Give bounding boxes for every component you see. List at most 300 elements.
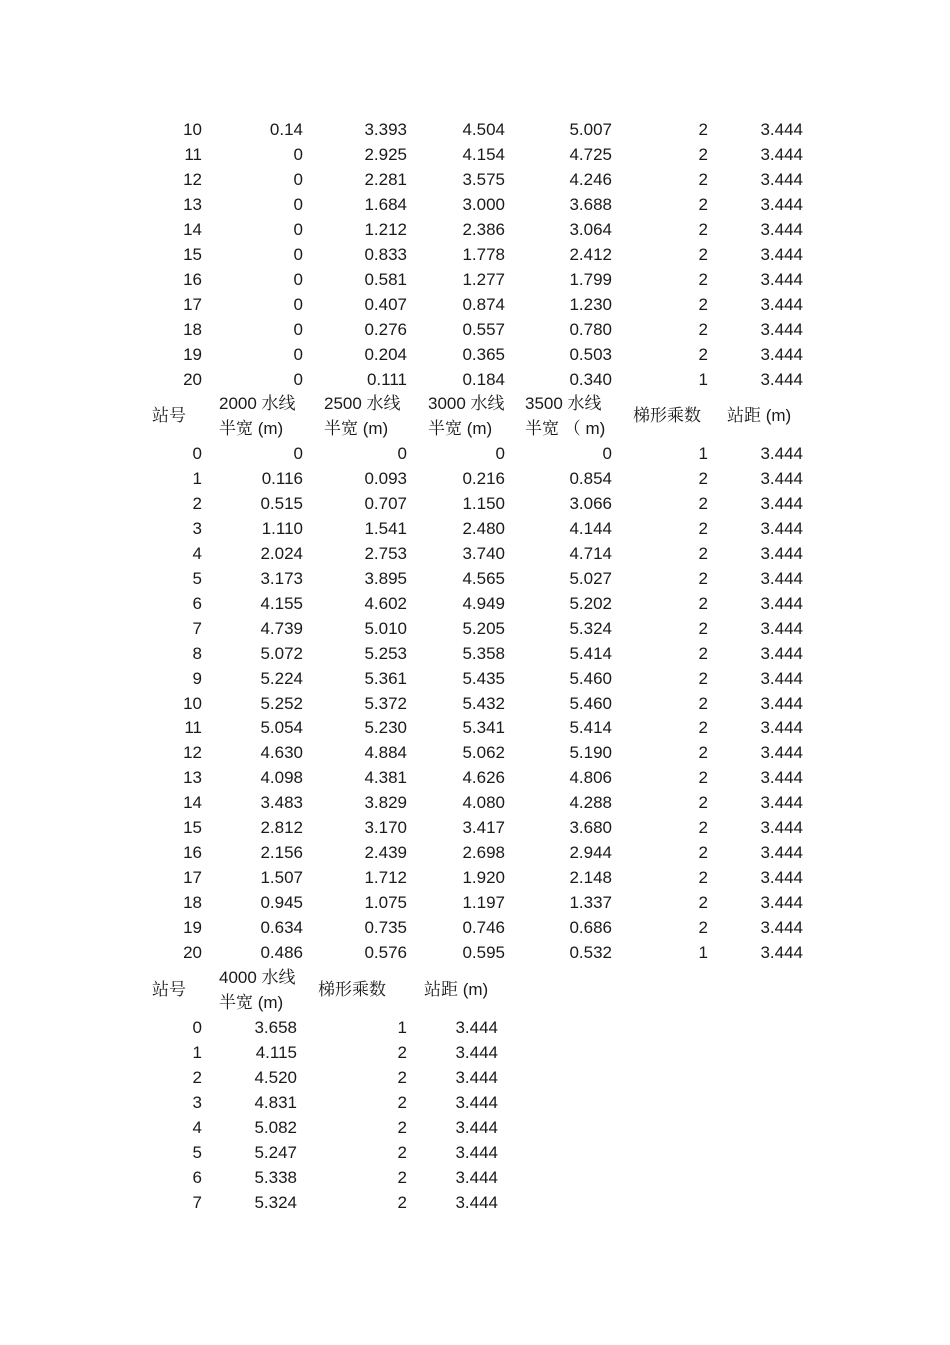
cell-wl2500: 0.833 [364,244,407,264]
table-row [0,1115,950,1140]
cell-wl2500: 0.276 [364,319,407,339]
header-wl3000 [428,391,505,441]
cell-wl3000: 5.435 [462,668,505,688]
cell-station: 0 [192,1018,202,1037]
cell-spacing: 3.444 [760,344,803,364]
table-b-header [0,391,950,441]
cell-station: 13 [183,194,202,214]
cell-wl4000: 5.247 [254,1142,297,1162]
cell-station: 2 [192,493,202,513]
header-wl3500-line2: 半宽 （ m) [525,419,606,438]
cell-station: 17 [183,294,202,314]
cell-wl3500: 5.414 [569,718,612,738]
cell-spacing: 3.444 [760,868,803,888]
header-wl3000-line2: 半宽 (m) [428,419,493,438]
cell-multiplier: 2 [397,1192,407,1212]
cell-spacing: 3.444 [760,219,803,239]
cell-wl3000: 4.504 [462,120,505,139]
cell-wl3000: 0.874 [462,294,505,314]
cell-spacing: 3.444 [760,444,803,463]
cell-multiplier: 2 [698,493,708,513]
cell-station: 8 [192,643,202,663]
cell-multiplier: 2 [698,893,708,913]
cell-wl2000: 0.515 [260,493,303,513]
table-row [0,516,950,541]
cell-wl2000: 4.155 [260,593,303,613]
cell-wl3500: 0 [602,444,612,463]
table-row [0,815,950,840]
cell-wl2000: 0 [293,244,303,264]
cell-wl2000: 0 [293,219,303,239]
table-c-header [0,965,950,1015]
cell-multiplier: 2 [698,144,708,164]
cell-wl3000: 3.000 [462,194,505,214]
cell-wl2000: 0.486 [260,943,303,962]
cell-wl3500: 4.144 [569,518,612,538]
cell-wl2000: 0 [293,369,303,389]
table-row [0,142,950,167]
cell-spacing: 3.444 [455,1042,498,1062]
cell-wl3000: 1.277 [462,269,505,289]
cell-multiplier: 2 [698,169,708,189]
cell-station: 16 [183,269,202,289]
cell-wl3000: 4.949 [462,593,505,613]
table-row [0,292,950,317]
header-spacing: 站距 (m) [424,980,489,999]
cell-multiplier: 2 [698,543,708,563]
cell-wl3000: 0.216 [462,468,505,488]
cell-spacing: 3.444 [455,1067,498,1087]
cell-spacing: 3.444 [760,843,803,863]
cell-wl3000: 1.920 [462,868,505,888]
cell-spacing: 3.444 [760,618,803,638]
cell-wl2000: 3.483 [260,793,303,813]
table-row [0,1140,950,1165]
header-wl2500-line1: 2500 水线 [324,394,401,413]
cell-multiplier: 2 [698,468,708,488]
cell-wl2500: 0.576 [364,943,407,962]
cell-wl3000: 2.480 [462,518,505,538]
cell-multiplier: 2 [698,593,708,613]
cell-station: 19 [183,918,202,938]
cell-spacing: 3.444 [760,643,803,663]
table-row [0,915,950,940]
cell-wl2000: 0.945 [260,893,303,913]
cell-wl3000: 5.358 [462,643,505,663]
header-multiplier: 梯形乘数 [318,980,386,999]
cell-wl2000: 1.110 [261,518,303,538]
cell-spacing: 3.444 [760,194,803,214]
cell-wl3500: 3.680 [569,818,612,838]
cell-wl2500: 5.253 [364,643,407,663]
cell-wl3000: 0.595 [462,943,505,962]
cell-wl2000: 0.634 [260,918,303,938]
cell-spacing: 3.444 [760,943,803,962]
cell-wl2500: 2.281 [364,169,407,189]
cell-wl2500: 1.212 [364,219,407,239]
cell-wl3000: 4.565 [462,568,505,588]
cell-wl2000: 2.024 [260,543,303,563]
cell-wl3000: 1.197 [462,893,505,913]
header-wl2000 [219,391,296,441]
cell-wl4000: 4.520 [254,1067,297,1087]
cell-multiplier: 2 [698,319,708,339]
table-row [0,940,950,965]
cell-wl2000: 0.116 [261,468,303,488]
cell-multiplier: 1 [397,1018,407,1037]
cell-spacing: 3.444 [760,818,803,838]
table-row [0,491,950,516]
cell-multiplier: 1 [698,369,708,389]
cell-wl2500: 5.230 [364,718,407,738]
cell-spacing: 3.444 [760,918,803,938]
table-row [0,466,950,491]
cell-wl3500: 1.337 [569,893,612,913]
cell-multiplier: 2 [397,1067,407,1087]
cell-wl3500: 5.027 [569,568,612,588]
cell-wl3000: 5.432 [462,693,505,713]
cell-wl2500: 0.735 [364,918,407,938]
cell-wl3000: 0.557 [462,319,505,339]
cell-wl3500: 3.066 [569,493,612,513]
cell-spacing: 3.444 [760,593,803,613]
cell-wl3500: 4.725 [569,144,612,164]
cell-spacing: 3.444 [760,893,803,913]
cell-multiplier: 2 [698,768,708,788]
table-row [0,441,950,466]
header-wl3500 [525,391,605,441]
cell-spacing: 3.444 [760,294,803,314]
cell-spacing: 3.444 [760,668,803,688]
cell-wl3000: 0 [495,444,505,463]
table-row [0,167,950,192]
header-multiplier: 梯形乘数 [633,406,701,425]
cell-multiplier: 2 [698,120,708,139]
cell-wl2500: 0.707 [364,493,407,513]
cell-wl2500: 0.111 [366,369,407,389]
cell-spacing: 3.444 [760,144,803,164]
table-row [0,342,950,367]
cell-wl3500: 4.806 [569,768,612,788]
cell-wl2500: 4.381 [364,768,407,788]
cell-wl2500: 3.170 [364,818,407,838]
cell-wl4000: 5.338 [254,1167,297,1187]
table-row [0,1040,950,1065]
header-wl2000-line1: 2000 水线 [219,394,296,413]
cell-wl4000: 4.115 [255,1042,297,1062]
cell-spacing: 3.444 [455,1092,498,1112]
cell-station: 12 [183,743,202,763]
cell-wl2500: 5.372 [364,693,407,713]
cell-wl2500: 0.581 [364,269,407,289]
cell-station: 6 [192,593,202,613]
cell-station: 12 [183,169,202,189]
cell-wl2500: 1.712 [364,868,407,888]
cell-wl4000: 4.831 [254,1092,297,1112]
cell-wl3500: 0.532 [569,943,612,962]
table-row [0,641,950,666]
header-wl3000-line1: 3000 水线 [428,394,505,413]
cell-station: 20 [183,369,202,389]
cell-wl2500: 2.925 [364,144,407,164]
table-row [0,715,950,740]
header-station: 站号 [152,980,186,999]
table-row [0,367,950,392]
cell-spacing: 3.444 [760,543,803,563]
header-wl3500-line1: 3500 水线 [525,394,602,413]
cell-station: 15 [183,244,202,264]
cell-wl3500: 5.414 [569,643,612,663]
table-row [0,1065,950,1090]
cell-wl3000: 4.154 [462,144,505,164]
cell-spacing: 3.444 [760,568,803,588]
cell-wl3500: 1.230 [569,294,612,314]
cell-wl2500: 3.829 [364,793,407,813]
cell-spacing: 3.444 [760,269,803,289]
cell-station: 3 [192,1092,202,1112]
cell-multiplier: 2 [397,1142,407,1162]
header-wl4000-line2: 半宽 (m) [219,993,284,1012]
cell-multiplier: 2 [698,269,708,289]
cell-wl3500: 2.148 [569,868,612,888]
cell-multiplier: 2 [397,1092,407,1112]
cell-spacing: 3.444 [760,169,803,189]
cell-wl2500: 1.684 [364,194,407,214]
cell-station: 6 [192,1167,202,1187]
cell-wl2000: 5.224 [260,668,303,688]
cell-multiplier: 1 [698,444,708,463]
cell-spacing: 3.444 [455,1018,498,1037]
cell-wl3000: 3.740 [462,543,505,563]
table-row [0,192,950,217]
cell-wl3500: 5.202 [569,593,612,613]
table-row [0,267,950,292]
cell-wl4000: 5.082 [254,1117,297,1137]
cell-spacing: 3.444 [760,743,803,763]
cell-multiplier: 2 [397,1042,407,1062]
cell-wl2000: 4.098 [260,768,303,788]
cell-station: 15 [183,818,202,838]
header-wl4000-line1: 4000 水线 [219,968,296,987]
table-row [0,1015,950,1040]
cell-wl2000: 0 [293,294,303,314]
cell-station: 10 [183,120,202,139]
header-station: 站号 [152,406,186,425]
cell-wl2000: 3.173 [260,568,303,588]
cell-wl3000: 5.205 [462,618,505,638]
table-row [0,790,950,815]
cell-spacing: 3.444 [455,1192,498,1212]
header-wl2500 [324,391,401,441]
cell-wl3500: 0.503 [569,344,612,364]
cell-wl2000: 2.156 [260,843,303,863]
cell-multiplier: 2 [698,693,708,713]
cell-spacing: 3.444 [760,120,803,139]
cell-wl2500: 3.393 [364,120,407,139]
cell-multiplier: 2 [698,918,708,938]
cell-wl3000: 3.575 [462,169,505,189]
cell-multiplier: 2 [698,668,708,688]
header-wl2500-line2: 半宽 (m) [324,419,389,438]
cell-multiplier: 2 [698,244,708,264]
cell-wl2500: 5.361 [364,668,407,688]
cell-station: 14 [183,793,202,813]
table-row [0,591,950,616]
cell-wl2000: 1.507 [260,868,303,888]
table-row [0,541,950,566]
cell-spacing: 3.444 [760,369,803,389]
cell-wl3000: 3.417 [462,818,505,838]
cell-multiplier: 2 [698,743,708,763]
table-row [0,566,950,591]
cell-station: 18 [183,319,202,339]
cell-wl2000: 0 [293,319,303,339]
cell-spacing: 3.444 [760,468,803,488]
cell-wl3000: 0.746 [462,918,505,938]
cell-wl3500: 5.460 [569,668,612,688]
table-row [0,1190,950,1215]
cell-wl2500: 4.884 [364,743,407,763]
cell-station: 5 [192,1142,202,1162]
table-row [0,865,950,890]
header-spacing: 站距 (m) [727,406,792,425]
cell-station: 10 [183,693,202,713]
cell-station: 5 [192,568,202,588]
cell-wl2500: 0 [397,444,407,463]
cell-wl3000: 5.341 [462,718,505,738]
cell-multiplier: 2 [698,194,708,214]
cell-station: 1 [192,468,202,488]
cell-multiplier: 2 [698,219,708,239]
cell-wl3000: 4.080 [462,793,505,813]
cell-station: 4 [192,543,202,563]
table-row [0,740,950,765]
cell-wl2000: 4.630 [260,743,303,763]
cell-multiplier: 2 [397,1167,407,1187]
cell-spacing: 3.444 [760,768,803,788]
cell-wl3500: 0.686 [569,918,612,938]
table-row [0,242,950,267]
cell-station: 7 [192,618,202,638]
cell-wl2000: 0 [293,269,303,289]
cell-wl3500: 0.780 [569,319,612,339]
cell-multiplier: 2 [698,568,708,588]
cell-wl2500: 1.075 [364,893,407,913]
cell-wl3500: 5.460 [569,693,612,713]
cell-wl2000: 0.14 [269,120,303,139]
cell-station: 2 [192,1067,202,1087]
cell-wl3500: 5.190 [569,743,612,763]
cell-wl2500: 2.439 [364,843,407,863]
cell-wl2000: 0 [293,194,303,214]
cell-spacing: 3.444 [455,1167,498,1187]
cell-wl4000: 5.324 [254,1192,297,1212]
cell-spacing: 3.444 [455,1117,498,1137]
cell-spacing: 3.444 [760,693,803,713]
cell-wl3500: 1.799 [569,269,612,289]
cell-wl3000: 5.062 [462,743,505,763]
table-row [0,1165,950,1190]
cell-multiplier: 2 [698,344,708,364]
cell-wl2000: 5.252 [260,693,303,713]
cell-wl3500: 0.854 [569,468,612,488]
table-row [0,1090,950,1115]
cell-spacing: 3.444 [760,518,803,538]
cell-wl2500: 3.895 [364,568,407,588]
cell-multiplier: 2 [698,868,708,888]
table-row [0,765,950,790]
cell-station: 13 [183,768,202,788]
cell-wl2000: 5.054 [260,718,303,738]
cell-station: 4 [192,1117,202,1137]
cell-wl2500: 0.093 [364,468,407,488]
cell-wl3000: 1.778 [462,244,505,264]
cell-multiplier: 1 [698,943,708,962]
cell-wl3000: 4.626 [462,768,505,788]
cell-wl3000: 0.184 [462,369,505,389]
cell-station: 16 [183,843,202,863]
header-wl4000 [219,965,296,1015]
table-row [0,666,950,691]
cell-station: 0 [192,444,202,463]
cell-spacing: 3.444 [760,319,803,339]
cell-wl3000: 1.150 [462,493,505,513]
cell-wl3000: 0.365 [462,344,505,364]
cell-station: 14 [183,219,202,239]
cell-station: 1 [192,1042,202,1062]
cell-spacing: 3.444 [760,793,803,813]
table-row [0,117,950,142]
cell-spacing: 3.444 [760,244,803,264]
cell-wl3500: 5.324 [569,618,612,638]
cell-station: 11 [184,144,202,164]
cell-spacing: 3.444 [455,1142,498,1162]
cell-station: 3 [192,518,202,538]
cell-wl3500: 4.714 [569,543,612,563]
table-row [0,217,950,242]
header-wl2000-line2: 半宽 (m) [219,419,284,438]
cell-wl3500: 2.944 [569,843,612,863]
cell-wl2000: 4.739 [260,618,303,638]
table-row [0,890,950,915]
cell-wl4000: 3.658 [254,1018,297,1037]
cell-wl2500: 2.753 [364,543,407,563]
table-row [0,840,950,865]
table-row [0,616,950,641]
cell-wl2500: 5.010 [364,618,407,638]
cell-multiplier: 2 [698,793,708,813]
cell-wl2000: 0 [293,444,303,463]
cell-wl3500: 4.288 [569,793,612,813]
table-row [0,317,950,342]
cell-wl3000: 2.698 [462,843,505,863]
cell-multiplier: 2 [698,643,708,663]
cell-wl2000: 0 [293,344,303,364]
cell-wl2000: 2.812 [260,818,303,838]
cell-wl3500: 3.688 [569,194,612,214]
cell-wl3500: 4.246 [569,169,612,189]
cell-wl2500: 0.204 [364,344,407,364]
cell-wl2000: 0 [293,169,303,189]
cell-multiplier: 2 [698,818,708,838]
cell-multiplier: 2 [397,1117,407,1137]
cell-spacing: 3.444 [760,493,803,513]
cell-multiplier: 2 [698,718,708,738]
cell-station: 19 [183,344,202,364]
cell-wl3500: 2.412 [569,244,612,264]
cell-wl2500: 0.407 [364,294,407,314]
table-row [0,691,950,716]
